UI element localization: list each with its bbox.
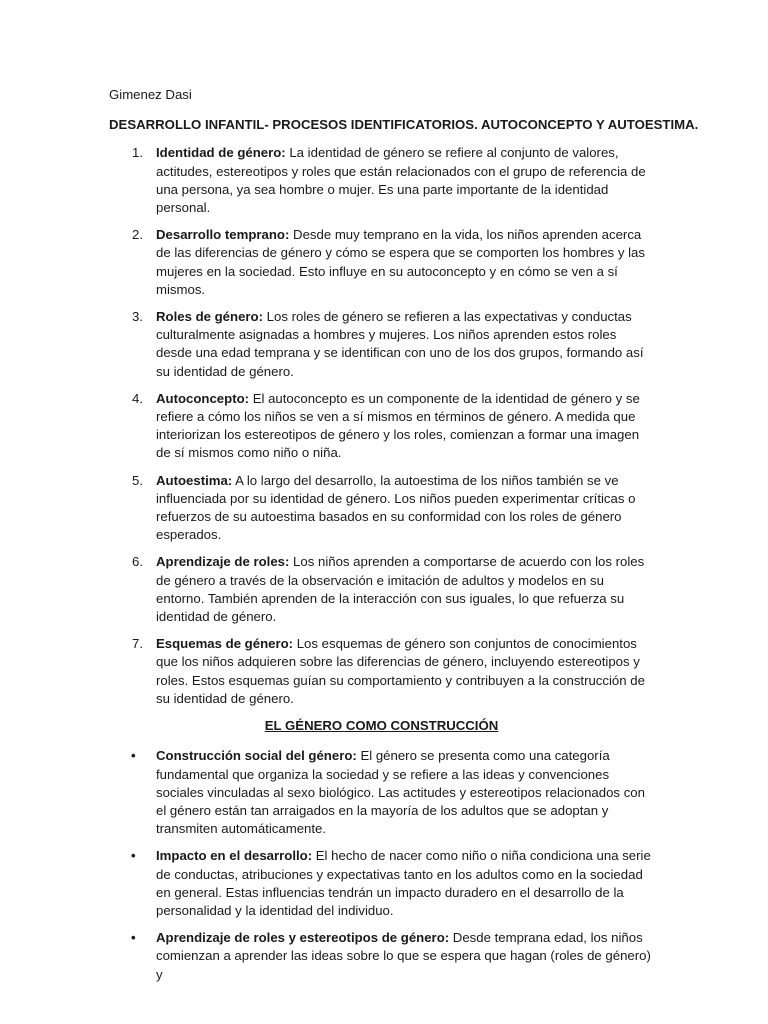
list-item bbox=[109, 472, 654, 545]
bullet-item-text: Desde temprana edad, los niños comienzan a aprender las ideas sobre lo que se espera que hagan (roles de género) y bbox=[156, 930, 651, 982]
bullet-item-text: El género se presenta como una categoría fundamental que organiza la sociedad y se refiere a las ideas y convenciones sociales vinculadas al sexo biológico. Las actitudes y estereotipos relacionados con el género están tan arraigados en la mayoría de los adultos que se adoptan y transmiten automáticamente. bbox=[156, 748, 645, 837]
section-title: EL GÉNERO COMO CONSTRUCCIÓN bbox=[264, 718, 499, 734]
list-item bbox=[109, 635, 654, 708]
list-item-term: Desarrollo temprano: bbox=[156, 227, 290, 243]
list-item-text: El autoconcepto es un componente de la identidad de género y se refiere a cómo los niños se ven a sí mismos en términos de género. A medida que interiorizan los estereotipos de género y los roles, comienzan a formar una imagen de sí mismos como niño o niña. bbox=[156, 390, 640, 461]
list-item-text: Desde muy temprano en la vida, los niños aprenden acerca de las diferencias de género y cómo se espera que se comporten los hombres y las mujeres en la sociedad. Esto influye en su autoconcepto y en cómo se ven a sí mismos. bbox=[156, 227, 645, 297]
list-item bbox=[109, 553, 654, 626]
author-name: Gimenez Dasi bbox=[109, 87, 192, 102]
bullet-item-term: Impacto en el desarrollo: bbox=[156, 848, 313, 864]
bullet-icon: • bbox=[131, 848, 136, 864]
list-item-number: 3. bbox=[132, 309, 143, 325]
list-item bbox=[109, 226, 654, 299]
bullet-icon: • bbox=[131, 748, 136, 764]
document-title-text: DESARROLLO INFANTIL- PROCESOS IDENTIFICATORIOS. AUTOCONCEPTO Y AUTOESTIMA. bbox=[109, 117, 699, 133]
bullet-item-term: Aprendizaje de roles y estereotipos de género: bbox=[156, 930, 450, 946]
list-item-text: Los esquemas de género son conjuntos de conocimientos que los niños adquieren sobre las diferencias de género, incluyendo estereotipos y roles. Estos esquemas guían su comportamiento y contribuyen a la construcción de su identidad de género. bbox=[156, 636, 645, 706]
list-item-text: Los roles de género se refieren a las expectativas y conductas culturalmente asignadas a hombres y mujeres. Los niños aprenden estos roles desde una edad temprana y se identifican con uno de los dos grupos, formando así su identidad de género. bbox=[156, 309, 644, 379]
list-item-number: 5. bbox=[132, 472, 143, 488]
list-item-number: 4. bbox=[132, 390, 143, 406]
bullet-item bbox=[109, 847, 654, 920]
list-item-term: Roles de género: bbox=[156, 309, 263, 325]
bullet-list bbox=[109, 747, 654, 983]
list-item-term: Aprendizaje de roles: bbox=[156, 554, 290, 570]
bullet-item-term: Construcción social del género: bbox=[156, 748, 357, 764]
bullet-item-text: El hecho de nacer como niño o niña condiciona una serie de conductas, atribuciones y expectativas tanto en los adultos como en la sociedad en general. Estas influencias tendrán un impacto duradero en el desarrollo de la personalidad y la identidad del individuo. bbox=[156, 848, 651, 918]
bullet-item bbox=[109, 747, 654, 838]
document-title bbox=[109, 116, 699, 134]
list-item-term: Autoestima: bbox=[156, 472, 233, 488]
list-item-text: Los niños aprenden a comportarse de acuerdo con los roles de género a través de la observación e imitación de adultos y modelos en su entorno. También aprenden de la interacción con sus iguales, lo que refuerza su identidad de género. bbox=[156, 554, 645, 625]
list-item-number: 7. bbox=[132, 636, 143, 652]
list-item-text: La identidad de género se refiere al conjunto de valores, actitudes, estereotipos y roles que están relacionados con el grupo de referencia de una persona, ya sea hombre o mujer. Es una parte importante de la identidad personal. bbox=[156, 145, 646, 216]
document-body bbox=[109, 86, 699, 993]
list-item bbox=[109, 308, 654, 381]
bullet-icon: • bbox=[131, 930, 136, 946]
list-item-number: 2. bbox=[132, 227, 143, 243]
list-item-number: 6. bbox=[132, 554, 143, 570]
list-item-term: Autoconcepto: bbox=[156, 390, 250, 406]
list-item-number: 1. bbox=[132, 145, 143, 161]
list-item-term: Identidad de género: bbox=[156, 145, 286, 161]
list-item-term: Esquemas de género: bbox=[156, 636, 294, 652]
list-item-text: A lo largo del desarrollo, la autoestima de los niños también se ve influenciada por su identidad de género. Los niños pueden experimentar críticas o refuerzos de su autoestima basados en su conformidad con los roles de género esperados. bbox=[156, 472, 636, 543]
numbered-list bbox=[109, 144, 654, 708]
bullet-item bbox=[109, 929, 654, 984]
list-item bbox=[109, 144, 654, 217]
list-item bbox=[109, 390, 654, 463]
